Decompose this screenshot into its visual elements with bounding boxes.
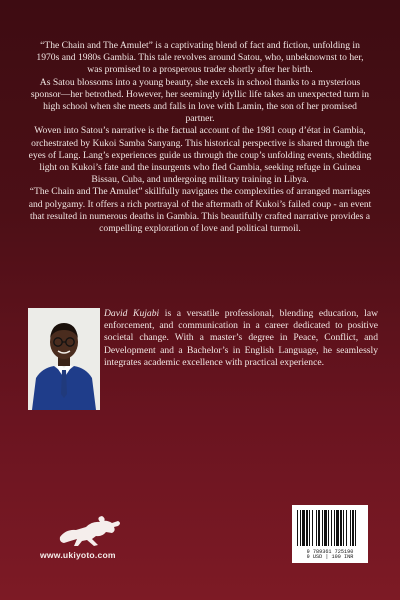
barcode-bar	[328, 510, 329, 546]
blurb-paragraph-2: As Satou blossoms into a young beauty, she excels in school thanks to a mysterious sponsor—her betrothed. However, her seemingly idyllic life takes an unexpected turn in high school when she meets and falls in love with Lamin, the son of her promised partner.	[30, 76, 370, 125]
barcode-bar	[302, 510, 305, 546]
blurb-paragraph-1: “The Chain and The Amulet” is a captivating blend of fact and fiction, unfolding in 1970s and 1980s Gambia. This tale revolves around Satou, who, unbeknownst to her, was promised to a prosperous trader shortly after her birth.	[36, 40, 364, 76]
barcode-bar	[316, 510, 317, 546]
author-bio-text: is a versatile professional, blending education, law enforcement, and communication in a career dedicated to positive societal change. With a master’s degree in Peace, Conflict, and Development and a Bachelor’s in English Language, he seamlessly integrates academic excellence with practical experience.	[104, 308, 378, 368]
author-bio	[104, 308, 378, 369]
barcode-bar	[297, 510, 298, 546]
barcode-bar	[350, 510, 351, 546]
barcode-bar	[331, 510, 332, 546]
barcode-bar	[309, 510, 310, 546]
author-photo	[28, 308, 100, 410]
barcode-bar	[312, 510, 313, 546]
book-blurb	[28, 40, 372, 235]
barcode-bar	[334, 510, 335, 546]
barcode-bar	[340, 510, 342, 546]
barcode-bar	[300, 510, 301, 546]
price-label: 9 USD | 100 INR	[306, 554, 354, 561]
barcode-bar	[355, 510, 356, 546]
publisher-website: www.ukiyoto.com	[40, 550, 116, 560]
barcode-bar	[324, 510, 327, 546]
blurb-paragraph-4: “The Chain and The Amulet” skillfully navigates the complexities of arranged marriages and polygamy. It offers a rich portrayal of the aftermath of Kukoi’s failed coup - an event that resulted in numerous deaths in Gambia. This beautifully crafted narrative provides a compelling exploration of love and political turmoil.	[28, 186, 372, 235]
blurb-paragraph-3: Woven into Satou’s narrative is the factual account of the 1981 coup d’état in Gambia, orchestrated by Kukoi Samba Sanyang. This historical perspective is shared through the eyes of Lang. Lang’s experiences guide us through the coup’s unfolding events, shedding light on Kukoi’s fate and the insurgents who fled Gambia, seeking refuge in Guinea Bissau, Cuba, and undergoing military training in Libya.	[28, 125, 372, 186]
barcode-bars	[292, 505, 368, 551]
barcode-bar	[306, 510, 308, 546]
barcode-bar	[343, 510, 344, 546]
author-name: David Kujabi	[104, 308, 160, 319]
isbn-number: 9 789361 725190	[306, 548, 354, 555]
barcode-bar	[352, 510, 354, 546]
barcode-digits	[292, 550, 368, 561]
barcode-bar	[318, 510, 320, 546]
barcode-bar	[336, 510, 339, 546]
isbn-barcode	[292, 505, 368, 563]
barcode-bar	[346, 510, 347, 546]
leaping-lion-logo-icon	[56, 515, 126, 549]
author-portrait-image	[28, 308, 100, 410]
barcode-bar	[322, 510, 323, 546]
